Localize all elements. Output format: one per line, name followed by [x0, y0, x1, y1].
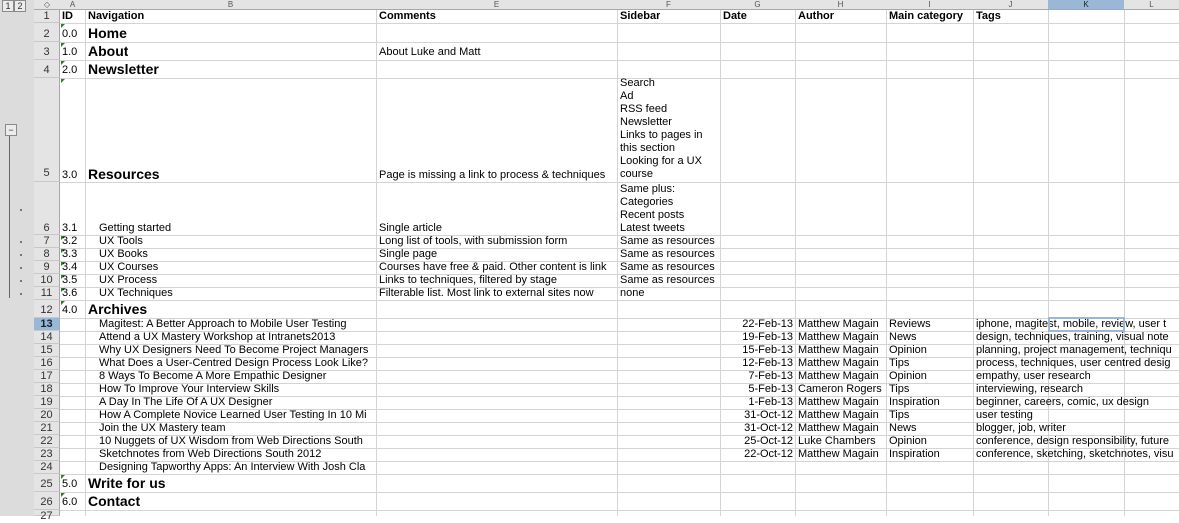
grid-line: [376, 10, 377, 516]
row-number[interactable]: 17: [34, 370, 60, 383]
grid-line: [617, 10, 618, 516]
category-cell[interactable]: Inspiration: [889, 396, 940, 408]
row-number[interactable]: 3: [34, 42, 60, 60]
author-cell[interactable]: Matthew Magain: [798, 409, 879, 421]
sidebar-line: RSS feed: [620, 103, 668, 115]
author-cell[interactable]: Matthew Magain: [798, 357, 879, 369]
column-header-e[interactable]: E: [376, 0, 618, 10]
nav-cell[interactable]: 8 Ways To Become A More Empathic Designer: [99, 370, 327, 382]
tags-cell[interactable]: blogger, job, writer: [976, 422, 1066, 434]
nav-cell[interactable]: Why UX Designers Need To Become Project Managers: [99, 344, 369, 356]
nav-cell[interactable]: Magitest: A Better Approach to Mobile User Testing: [99, 318, 347, 330]
sidebar-line: Ad: [620, 90, 634, 102]
grid-line: [60, 474, 1179, 475]
comment-cell[interactable]: Long list of tools, with submission form: [379, 235, 568, 247]
sidebar-line: Categories: [620, 196, 674, 208]
tags-cell[interactable]: iphone, magitest, mobile, review, user t: [976, 318, 1167, 330]
id-cell[interactable]: 3.4: [62, 261, 78, 273]
outline-dot: [20, 254, 22, 256]
grid-line: [60, 23, 1179, 24]
id-cell[interactable]: 5.0: [62, 478, 78, 490]
sidebar-cell[interactable]: Same as resources: [620, 235, 715, 247]
outline-dot: [20, 293, 22, 295]
row-number[interactable]: 5: [34, 78, 60, 182]
nav-cell-resources[interactable]: Resources: [88, 166, 160, 182]
row-number[interactable]: 8: [34, 248, 60, 261]
category-cell[interactable]: Tips: [889, 409, 910, 421]
column-header-h[interactable]: H: [795, 0, 887, 10]
nav-cell[interactable]: UX Techniques: [99, 287, 173, 299]
author-cell[interactable]: Matthew Magain: [798, 370, 879, 382]
row-number[interactable]: 15: [34, 344, 60, 357]
row-number[interactable]: 11: [34, 287, 60, 300]
sidebar-line: Search: [620, 77, 655, 89]
tags-cell[interactable]: interviewing, research: [976, 383, 1083, 395]
nav-cell[interactable]: How To Improve Your Interview Skills: [99, 383, 280, 395]
id-cell[interactable]: 3.0: [62, 169, 78, 181]
category-cell[interactable]: Tips: [889, 383, 910, 395]
category-cell[interactable]: News: [889, 331, 917, 343]
comment-cell[interactable]: Links to techniques, filtered by stage: [379, 274, 557, 286]
nav-cell[interactable]: What Does a User-Centred Design Process Look Like?: [99, 357, 369, 369]
grid-line: [60, 42, 1179, 43]
header-comments[interactable]: Comments: [379, 10, 436, 22]
id-cell[interactable]: 3.5: [62, 274, 78, 286]
category-cell[interactable]: Opinion: [889, 435, 927, 447]
comment-cell[interactable]: Courses have free & paid. Other content is link: [379, 261, 607, 273]
category-cell[interactable]: News: [889, 422, 917, 434]
comment-cell[interactable]: About Luke and Matt: [379, 46, 481, 58]
header-main-category[interactable]: Main category: [889, 10, 963, 22]
nav-cell[interactable]: UX Tools: [99, 235, 143, 247]
date-cell[interactable]: 25-Oct-12: [744, 435, 793, 447]
sidebar-line: Looking for a UX: [620, 155, 702, 167]
row-number[interactable]: 25: [34, 474, 60, 492]
outline-dot: [20, 241, 22, 243]
author-cell[interactable]: Cameron Rogers: [798, 383, 882, 395]
sidebar-cell[interactable]: Same as resources: [620, 261, 715, 273]
date-cell[interactable]: 22-Feb-13: [742, 318, 793, 330]
outline-dot: [20, 209, 22, 211]
column-header-g[interactable]: G: [720, 0, 796, 10]
row-number[interactable]: 18: [34, 383, 60, 396]
header-sidebar[interactable]: Sidebar: [620, 10, 661, 22]
author-cell[interactable]: Matthew Magain: [798, 396, 879, 408]
row-number[interactable]: 14: [34, 331, 60, 344]
grid-line: [85, 10, 86, 516]
comment-marker: [61, 79, 65, 83]
row-number[interactable]: 12: [34, 300, 60, 318]
nav-cell-write-for-us[interactable]: Write for us: [88, 475, 166, 491]
date-cell[interactable]: 12-Feb-13: [742, 357, 793, 369]
category-cell[interactable]: Inspiration: [889, 448, 940, 460]
sidebar-line: Recent posts: [620, 209, 685, 221]
author-cell[interactable]: Matthew Magain: [798, 318, 879, 330]
tags-cell[interactable]: planning, project management, techniqu: [976, 344, 1172, 356]
nav-cell[interactable]: Designing Tapworthy Apps: An Interview With Josh Cla: [99, 461, 366, 473]
row-number[interactable]: 19: [34, 396, 60, 409]
row-number[interactable]: 16: [34, 357, 60, 370]
header-navigation[interactable]: Navigation: [88, 10, 145, 22]
tags-cell[interactable]: design, techniques, training, visual note: [976, 331, 1169, 343]
column-header-f[interactable]: F: [617, 0, 721, 10]
id-cell[interactable]: 3.6: [62, 287, 78, 299]
grid-line: [60, 300, 1179, 301]
sidebar-line: Latest tweets: [620, 222, 685, 234]
nav-cell[interactable]: Getting started: [99, 222, 172, 234]
tags-cell[interactable]: beginner, careers, comic, ux design: [976, 396, 1150, 408]
author-cell[interactable]: Matthew Magain: [798, 422, 879, 434]
date-cell[interactable]: 19-Feb-13: [742, 331, 793, 343]
header-author[interactable]: Author: [798, 10, 835, 22]
author-cell[interactable]: Matthew Magain: [798, 331, 879, 343]
comment-cell[interactable]: Single article: [379, 222, 442, 234]
nav-cell-archives[interactable]: Archives: [88, 301, 148, 317]
author-cell[interactable]: Matthew Magain: [798, 344, 879, 356]
nav-cell[interactable]: A Day In The Life Of A UX Designer: [99, 396, 273, 408]
id-cell[interactable]: 2.0: [62, 64, 78, 76]
column-header-l[interactable]: L: [1124, 0, 1179, 10]
column-header-j[interactable]: J: [973, 0, 1049, 10]
grid-line: [60, 492, 1179, 493]
nav-cell-contact[interactable]: Contact: [88, 493, 141, 509]
row-number[interactable]: 9: [34, 261, 60, 274]
select-all-corner[interactable]: ◇: [34, 0, 61, 10]
header-tags[interactable]: Tags: [976, 10, 1001, 22]
category-cell[interactable]: Opinion: [889, 370, 927, 382]
column-header-b[interactable]: B: [85, 0, 377, 10]
nav-cell[interactable]: UX Courses: [99, 261, 159, 273]
outline-level-1-button[interactable]: 1: [2, 0, 14, 12]
grid-line: [795, 10, 796, 516]
outline-collapse-button[interactable]: −: [5, 124, 17, 136]
outline-level-2-button[interactable]: 2: [14, 0, 26, 12]
sidebar-line: course: [620, 168, 654, 180]
id-cell[interactable]: 1.0: [62, 46, 78, 58]
sidebar-cell[interactable]: none: [620, 287, 645, 299]
nav-cell-newsletter[interactable]: Newsletter: [88, 61, 159, 77]
row-number[interactable]: 22: [34, 435, 60, 448]
row-number[interactable]: 23: [34, 448, 60, 461]
comment-cell[interactable]: Single page: [379, 248, 438, 260]
nav-cell[interactable]: UX Books: [99, 248, 148, 260]
tags-cell[interactable]: conference, sketching, sketchnotes, visu: [976, 448, 1174, 460]
id-cell[interactable]: 0.0: [62, 28, 78, 40]
selected-cell-k13[interactable]: [1048, 317, 1125, 332]
row-number[interactable]: 1: [34, 10, 60, 23]
id-cell[interactable]: 3.3: [62, 248, 78, 260]
row-number[interactable]: 26: [34, 492, 60, 510]
header-date[interactable]: Date: [723, 10, 747, 22]
comment-cell[interactable]: Page is missing a link to process & techniques: [379, 169, 606, 181]
sidebar-line: Links to pages in: [620, 129, 703, 141]
category-cell[interactable]: Tips: [889, 357, 910, 369]
sidebar-cell[interactable]: [620, 183, 719, 235]
column-header-a[interactable]: A: [60, 0, 86, 10]
date-cell[interactable]: 15-Feb-13: [742, 344, 793, 356]
column-header-i[interactable]: I: [886, 0, 974, 10]
category-cell[interactable]: Reviews: [889, 318, 931, 330]
author-cell[interactable]: Matthew Magain: [798, 448, 879, 460]
outline-group-bracket: [9, 136, 10, 298]
header-id[interactable]: ID: [62, 10, 73, 22]
sidebar-line: Same plus:: [620, 183, 676, 195]
row-number[interactable]: 6: [34, 182, 60, 235]
nav-cell[interactable]: How A Complete Novice Learned User Testing In 10 Mi: [99, 409, 367, 421]
nav-cell-home[interactable]: Home: [88, 25, 127, 41]
nav-cell[interactable]: Sketchnotes from Web Directions South 2012: [99, 448, 322, 460]
row-number[interactable]: 10: [34, 274, 60, 287]
comment-cell[interactable]: Filterable list. Most link to external sites now: [379, 287, 594, 299]
row-number[interactable]: 4: [34, 60, 60, 78]
sidebar-line: this section: [620, 142, 676, 154]
row-number[interactable]: 27: [34, 510, 60, 516]
date-cell[interactable]: 5-Feb-13: [748, 383, 793, 395]
grid-line: [60, 60, 1179, 61]
outline-dot: [20, 280, 22, 282]
nav-cell-about[interactable]: About: [88, 43, 129, 59]
date-cell[interactable]: 1-Feb-13: [748, 396, 793, 408]
tags-cell[interactable]: empathy, user research: [976, 370, 1091, 382]
row-number[interactable]: 2: [34, 23, 60, 42]
tags-cell[interactable]: process, techniques, user centred desig: [976, 357, 1171, 369]
id-cell[interactable]: 3.1: [62, 222, 78, 234]
id-cell[interactable]: 4.0: [62, 304, 78, 316]
sidebar-cell[interactable]: Same as resources: [620, 248, 715, 260]
tags-cell[interactable]: conference, design responsibility, future: [976, 435, 1170, 447]
row-number[interactable]: 7: [34, 235, 60, 248]
id-cell[interactable]: 3.2: [62, 235, 78, 247]
grid-line: [886, 10, 887, 516]
grid-line: [973, 10, 974, 516]
row-number[interactable]: 20: [34, 409, 60, 422]
date-cell[interactable]: 22-Oct-12: [744, 448, 793, 460]
row-number[interactable]: 24: [34, 461, 60, 474]
row-number-selected[interactable]: 13: [34, 318, 60, 331]
sidebar-line: Newsletter: [620, 116, 672, 128]
id-cell[interactable]: 6.0: [62, 496, 78, 508]
tags-cell[interactable]: user testing: [976, 409, 1033, 421]
outline-dot: [20, 267, 22, 269]
nav-cell[interactable]: UX Process: [99, 274, 158, 286]
nav-cell[interactable]: Join the UX Mastery team: [99, 422, 226, 434]
date-cell[interactable]: 31-Oct-12: [744, 409, 793, 421]
nav-cell[interactable]: Attend a UX Mastery Workshop at Intranets2013: [99, 331, 336, 343]
sidebar-cell[interactable]: Same as resources: [620, 274, 715, 286]
column-header-k[interactable]: K: [1048, 0, 1125, 10]
sidebar-cell[interactable]: [620, 77, 719, 181]
row-number[interactable]: 21: [34, 422, 60, 435]
grid-line: [60, 510, 1179, 511]
date-cell[interactable]: 31-Oct-12: [744, 422, 793, 434]
nav-cell[interactable]: 10 Nuggets of UX Wisdom from Web Directions South: [99, 435, 363, 447]
outline-gutter: [0, 0, 35, 516]
date-cell[interactable]: 7-Feb-13: [748, 370, 793, 382]
author-cell[interactable]: Luke Chambers: [798, 435, 876, 447]
category-cell[interactable]: Opinion: [889, 344, 927, 356]
